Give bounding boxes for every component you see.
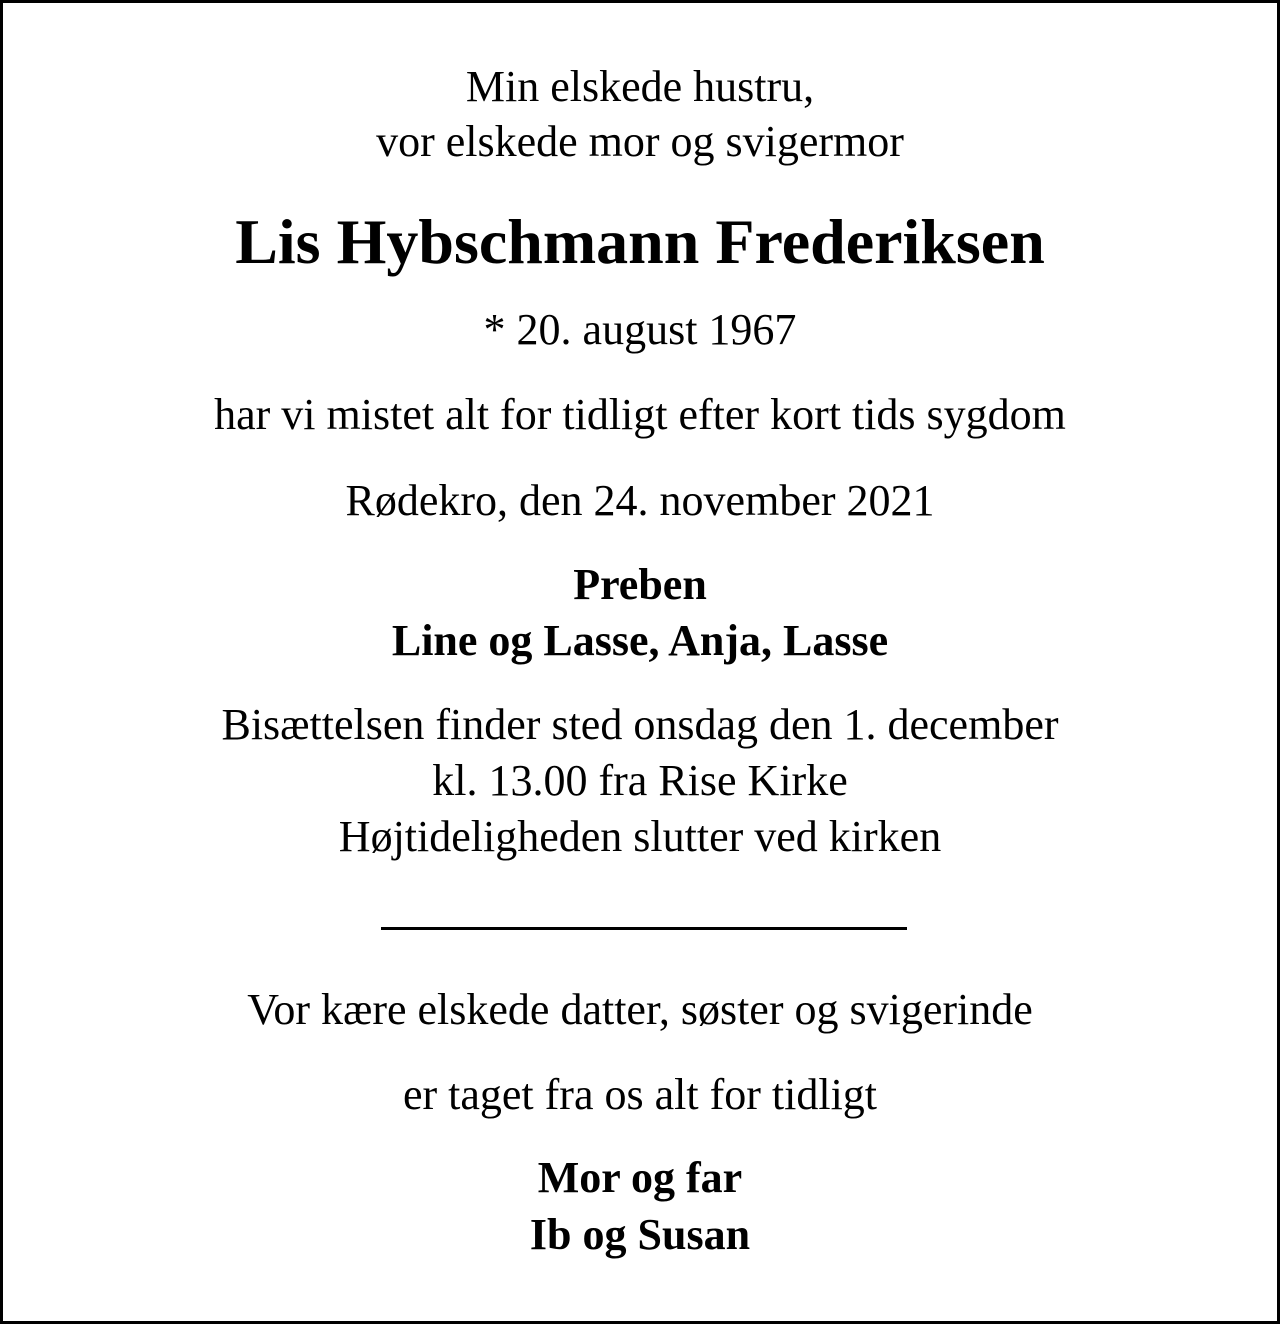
signer-sibling: Ib og Susan	[529, 1210, 751, 1259]
deceased-name: Lis Hybschmann Frederiksen	[235, 206, 1045, 277]
signer-children: Line og Lasse, Anja, Lasse	[391, 616, 889, 665]
funeral-line-3: Højtideligheden slutter ved kirken	[338, 812, 942, 861]
opening-line-2: vor elskede mor og svigermor	[376, 117, 904, 166]
funeral-line-1: Bisættelsen finder sted onsdag den 1. december	[221, 700, 1059, 749]
birth-date: * 20. august 1967	[483, 305, 797, 354]
signer-parents: Mor og far	[537, 1153, 743, 1202]
loss-message: har vi mistet alt for tidligt efter kort tids sygdom	[214, 390, 1066, 439]
second-notice-line-2: er taget fra os alt for tidligt	[402, 1070, 878, 1119]
signer-spouse: Preben	[573, 560, 707, 609]
opening-line-1: Min elskede hustru,	[465, 62, 815, 111]
place-and-date: Rødekro, den 24. november 2021	[345, 476, 935, 525]
funeral-line-2: kl. 13.00 fra Rise Kirke	[432, 756, 848, 805]
section-divider	[381, 927, 907, 930]
second-notice-line-1: Vor kære elskede datter, søster og svigerinde	[247, 985, 1033, 1034]
